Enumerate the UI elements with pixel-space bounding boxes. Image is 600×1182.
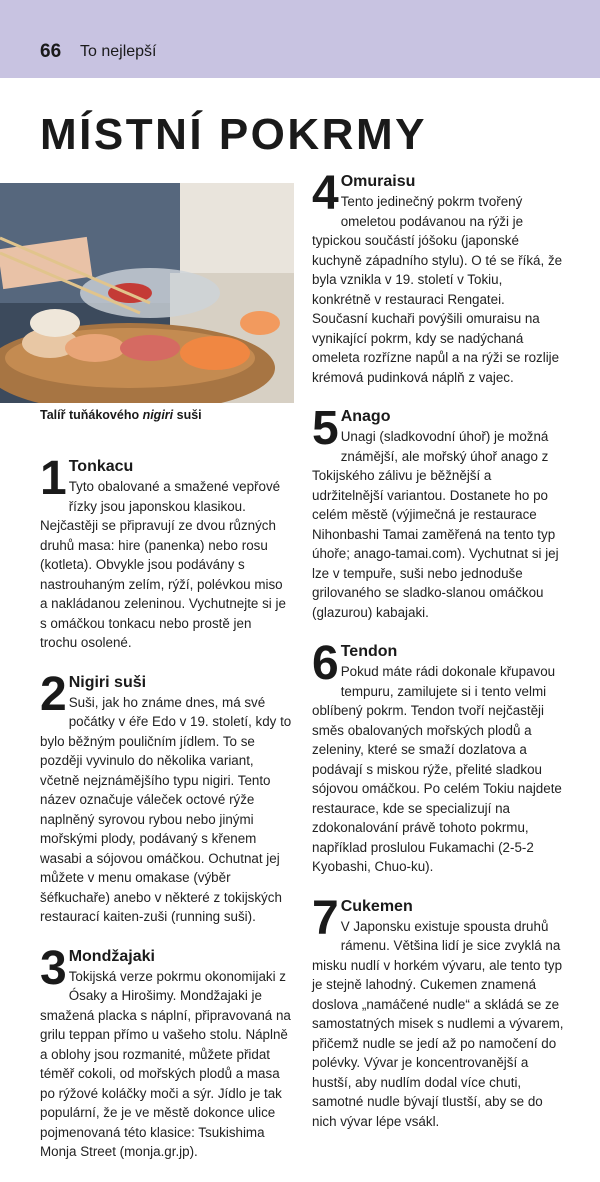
entry-text: Tyto obalované a smažené vepřové řízky jsou japonskou klasikou. Nejčastěji se připravují ze dvou různých druhů masa: hire (panenka) nebo rosu (kotleta). Obvykle jsou podávány s nastrouhaným zelím, rýží, polévkou miso a nakládanou zeleninou. Vychutnejte si je s omáčkou tonkacu nebo prostě jen trochu osolené.	[40, 479, 286, 650]
page-title: MÍSTNÍ POKRMY	[40, 110, 427, 159]
entry-body	[312, 917, 564, 1132]
entry-text: Unagi (sladkovodní úhoř) je možná známější, ale mořský úhoř anago z Tokijského zálivu je běžnější a udržitelnější variantou. Dostanete ho po celém městě (výjimečná je restaurace Nihonbashi Tamai zaměřená na tento typ úhoře; anago-tamai.com). Vychutnat si jej lze v tempuře, suši nebo jednoduše grilovaného se sladko-slanou omáčkou (glazurou) kabajaki.	[312, 429, 559, 620]
entry-title: Cukemen	[340, 897, 413, 915]
entry-text: Pokud máte rádi dokonale křupavou tempuru, zamilujete si i tento velmi oblíbený pokrm. Tendon tvoří nejčastěji směs obalovaných mořských plodů a zeleniny, které se smaží dozlatova a podávají s miskou rýže, přelité sladkou sójovou omáčkou. Po celém Tokiu najdete restaurace, kde se specializují na zdokonalování právě tohoto pokrmu, například proslulou Fukamachi (2-5-2 Kyobashi, Chuo-ku).	[312, 664, 562, 874]
entry-title: Nigiri suši	[68, 673, 147, 691]
dish-entry	[40, 667, 292, 927]
caption-text-before: Talíř tuňákového	[40, 408, 143, 422]
dish-entry	[312, 891, 564, 1132]
entry-number: 1	[40, 452, 67, 505]
dish-entry	[40, 452, 292, 653]
entry-title: Tendon	[340, 643, 398, 660]
left-column	[40, 452, 292, 1182]
entry-title: Anago	[340, 408, 391, 425]
dish-entry	[312, 637, 564, 877]
page-header	[0, 0, 600, 78]
entry-text: Suši, jak ho známe dnes, má své počátky v éře Edo v 19. století, kdy to bylo běžným pouličním jídlem. To se později vyvinulo do několika variant, včetně nejznámějšího typu nigiri. Tento název označuje váleček octové rýže naplněný syrovou rybou nebo jinými mořskými plody, podávaný s křenem wasabi a sójovou omáčkou. Ochutnat jej můžete v menu omakase (výběr šéfkuchaře) anebo v některé z tokijských restaurací kaiten-zuši (running suši).	[40, 694, 292, 924]
entry-body	[312, 427, 564, 622]
entry-number: 4	[312, 167, 339, 220]
sushi-photo	[0, 183, 294, 403]
caption-text-after: suši	[173, 408, 202, 422]
entry-number: 6	[312, 637, 339, 690]
entry-number: 3	[40, 941, 67, 995]
entry-title: Mondžajaki	[68, 947, 155, 965]
dish-entry	[312, 402, 564, 622]
entry-body	[312, 662, 564, 877]
photo-caption	[40, 408, 202, 422]
entry-text: V Japonsku existuje spousta druhů rámenu. Většina lidí je sice zvyklá na misku nudlí v horkém vývaru, ale tento typ je stejně lahodný. Cukemen znamená doslova „namáčené nudle“ a skládá se ze samostatných misek s nudlemi a vývarem, přičemž nudle se jedí až po namočení do polévky. Vývar je koncentrovanější a hustší, aby nudlím dodal více chuti, samotné nudle bývají tlustší, aby se do nich vývar lépe vsákl.	[312, 918, 564, 1129]
entry-body	[312, 192, 564, 387]
entry-body	[40, 967, 292, 1162]
caption-text-italic: nigiri	[142, 408, 174, 422]
sushi-photo-image	[0, 183, 294, 403]
entry-text: Tokijská verze pokrmu okonomijaki z Ósaky a Hirošimy. Mondžajaki je smažená placka s náplní, připravovaná na grilu teppan přímo u vašeho stolu. Náplně a oblohy jsou rozmanité, můžete přidat téměř cokoli, od mořských plodů a masa po rýžové koláčky moči a sýr. Jídlo je tak populární, že je ve městě dokonce ulice pojmenovaná této klasice: Tsukishima Monja Street (monja.gr.jp).	[40, 968, 291, 1159]
entry-number: 7	[312, 891, 339, 945]
entry-title: Omuraisu	[340, 173, 416, 190]
entry-body	[40, 477, 292, 653]
entry-number: 5	[312, 402, 339, 455]
entry-body	[40, 693, 292, 927]
entry-number: 2	[40, 667, 67, 721]
dish-entry	[40, 941, 292, 1162]
entry-title: Tonkacu	[68, 458, 134, 475]
entry-text: Tento jedinečný pokrm tvořený omeletou podávanou na rýži je typickou součástí jóšoku (japonské kuchyně západního stylu). O té se říká, že byla vznikla v 19. století v Tokiu, konkrétně v restauraci Rengatei. Současní kuchaři povýšili omuraisu na vynikající pokrm, kdy se nadýchaná omeleta rozřízne napůl a na rýži se rozlije krémová pudinková náplň z vajec.	[312, 194, 563, 385]
page-number: 66	[40, 41, 62, 62]
dish-entry	[312, 167, 564, 387]
section-name: To nejlepší	[80, 43, 157, 60]
right-column	[312, 167, 564, 1151]
